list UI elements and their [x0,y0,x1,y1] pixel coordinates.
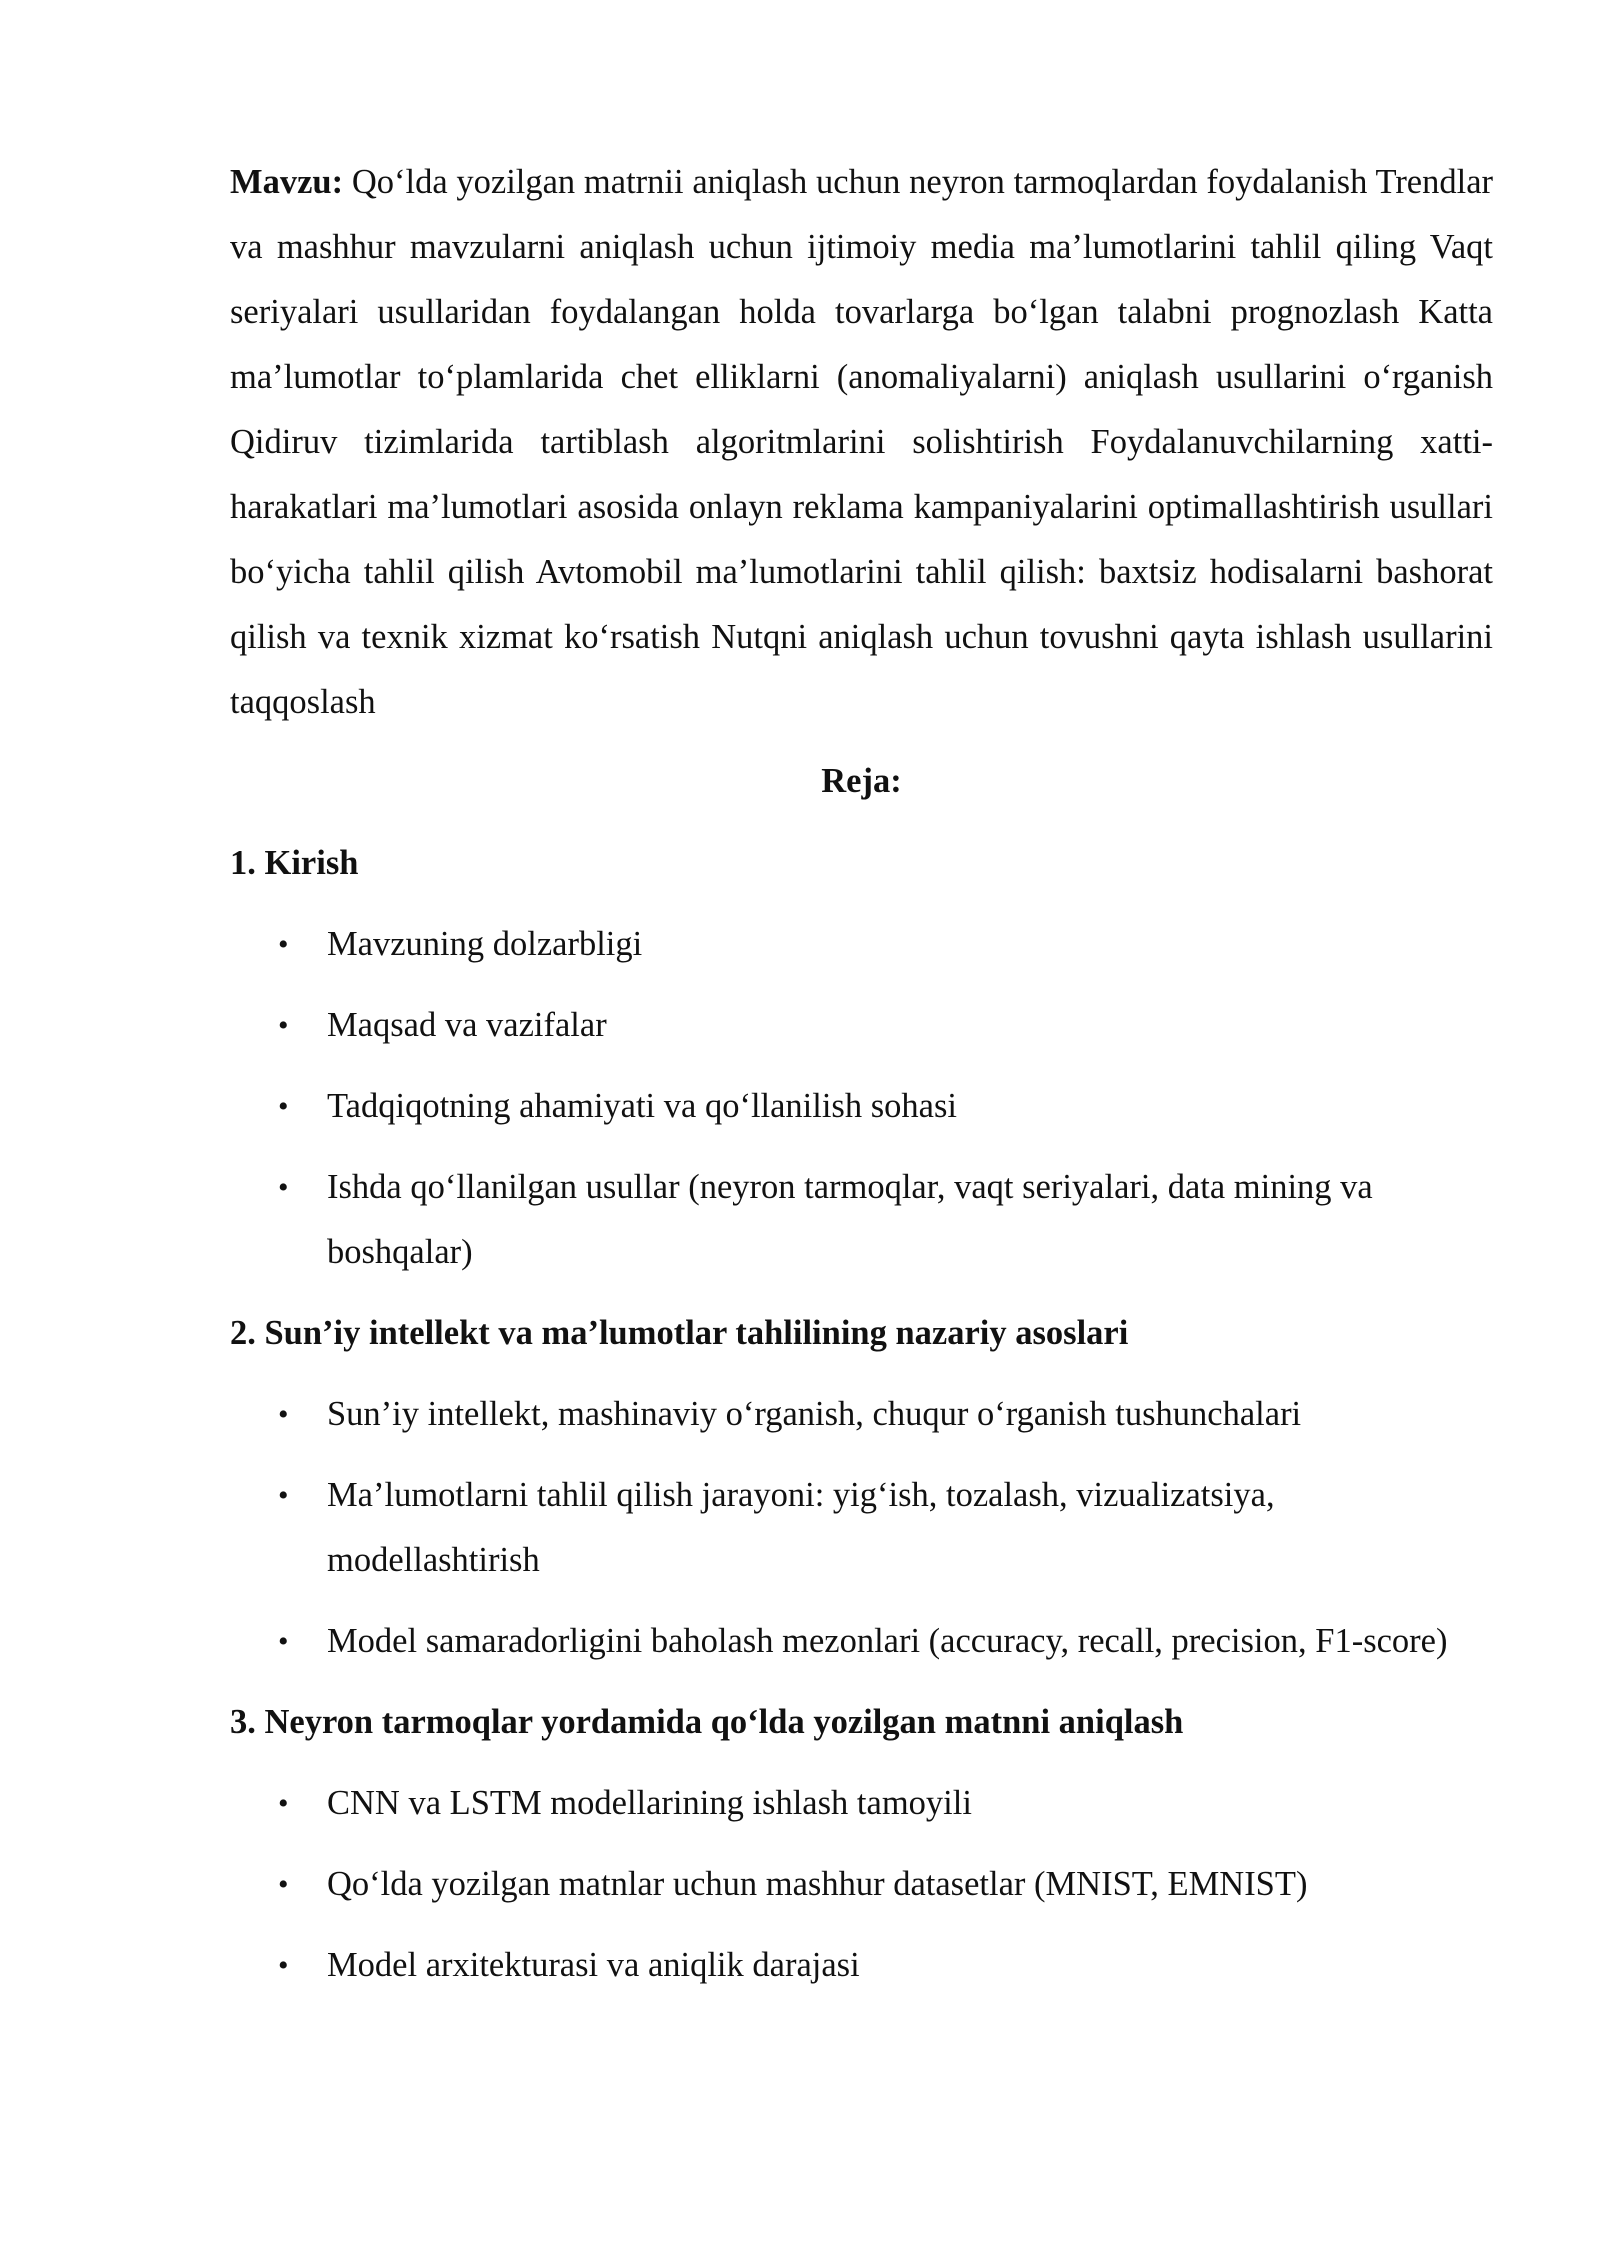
list-item [230,1852,1493,1917]
bullet-icon: • [278,1787,289,1820]
list-item-text: Maqsad va vazifalar [327,1006,607,1044]
list-item-text: Ma’lumotlarni tahlil qilish jarayoni: yig‘ish, tozalash, vizualizatsiya, modellashtirish [327,1476,1275,1579]
section-heading: 3. Neyron tarmoqlar yordamida qo‘lda yozilgan matnni aniqlash [230,1703,1184,1741]
bullet-icon: • [278,928,289,961]
bullet-list [230,1771,1493,1998]
bullet-icon: • [278,1868,289,1901]
section-heading: 2. Sun’iy intellekt va ma’lumotlar tahlilining nazariy asoslari [230,1314,1129,1352]
topic-paragraph [230,150,1493,735]
bullet-icon: • [278,1090,289,1123]
bullet-list [230,912,1493,1285]
list-item-text: Model arxitekturasi va aniqlik darajasi [327,1946,860,1984]
bullet-icon: • [278,1009,289,1042]
list-item [230,1771,1493,1836]
section-handwriting-recognition [230,1690,1493,1998]
topic-label: Mavzu: [230,163,344,201]
list-item [230,1074,1493,1139]
list-item [230,1463,1493,1593]
bullet-icon: • [278,1625,289,1658]
bullet-icon: • [278,1949,289,1982]
list-item [230,912,1493,977]
section-heading: 1. Kirish [230,844,359,882]
bullet-icon: • [278,1171,289,1204]
list-item-text: Tadqiqotning ahamiyati va qo‘llanilish sohasi [327,1087,957,1125]
bullet-list [230,1382,1493,1674]
list-item-text: CNN va LSTM modellarining ishlash tamoyili [327,1784,972,1822]
bullet-icon: • [278,1479,289,1512]
list-item [230,993,1493,1058]
list-item [230,1933,1493,1998]
topic-text: Qo‘lda yozilgan matrnii aniqlash uchun neyron tarmoqlardan foydalanish Trendlar va mashhur mavzularni aniqlash uchun ijtimoiy media ma’lumotlarini tahlil qiling Vaqt seriyalari usullaridan foydalangan holda tovarlarga bo‘lgan talabni prognozlash Katta ma’lumotlar to‘plamlarida chet elliklarni (anomaliyalarni) aniqlash usullarini o‘rganish Qidiruv tizimlarida tartiblash algoritmlarini solishtirish Foydalanuvchilarning xatti-harakatlari ma’lumotlari asosida onlayn reklama kampaniyalarini optimallashtirish usullari bo‘yicha tahlil qilish Avtomobil ma’lumotlarini tahlil qilish: baxtsiz hodisalarni bashorat qilish va texnik xizmat ko‘rsatish Nutqni aniqlash uchun tovushni qayta ishlash usullarini taqqoslash [230,163,1494,721]
list-item-text: Qo‘lda yozilgan matnlar uchun mashhur datasetlar (MNIST, EMNIST) [327,1865,1308,1903]
list-item-text: Ishda qo‘llanilgan usullar (neyron tarmoqlar, vaqt seriyalari, data mining va boshqalar) [327,1168,1373,1271]
list-item-text: Mavzuning dolzarbligi [327,925,643,963]
section-introduction [230,831,1493,1285]
plan-title: Reja: [821,762,902,800]
list-item [230,1155,1493,1285]
bullet-icon: • [278,1398,289,1431]
list-item [230,1609,1493,1674]
list-item [230,1382,1493,1447]
document-page [230,150,1493,2014]
list-item-text: Sun’iy intellekt, mashinaviy o‘rganish, chuqur o‘rganish tushunchalari [327,1395,1302,1433]
section-theory [230,1301,1493,1674]
list-item-text: Model samaradorligini baholash mezonlari (accuracy, recall, precision, F1-score) [327,1622,1448,1660]
